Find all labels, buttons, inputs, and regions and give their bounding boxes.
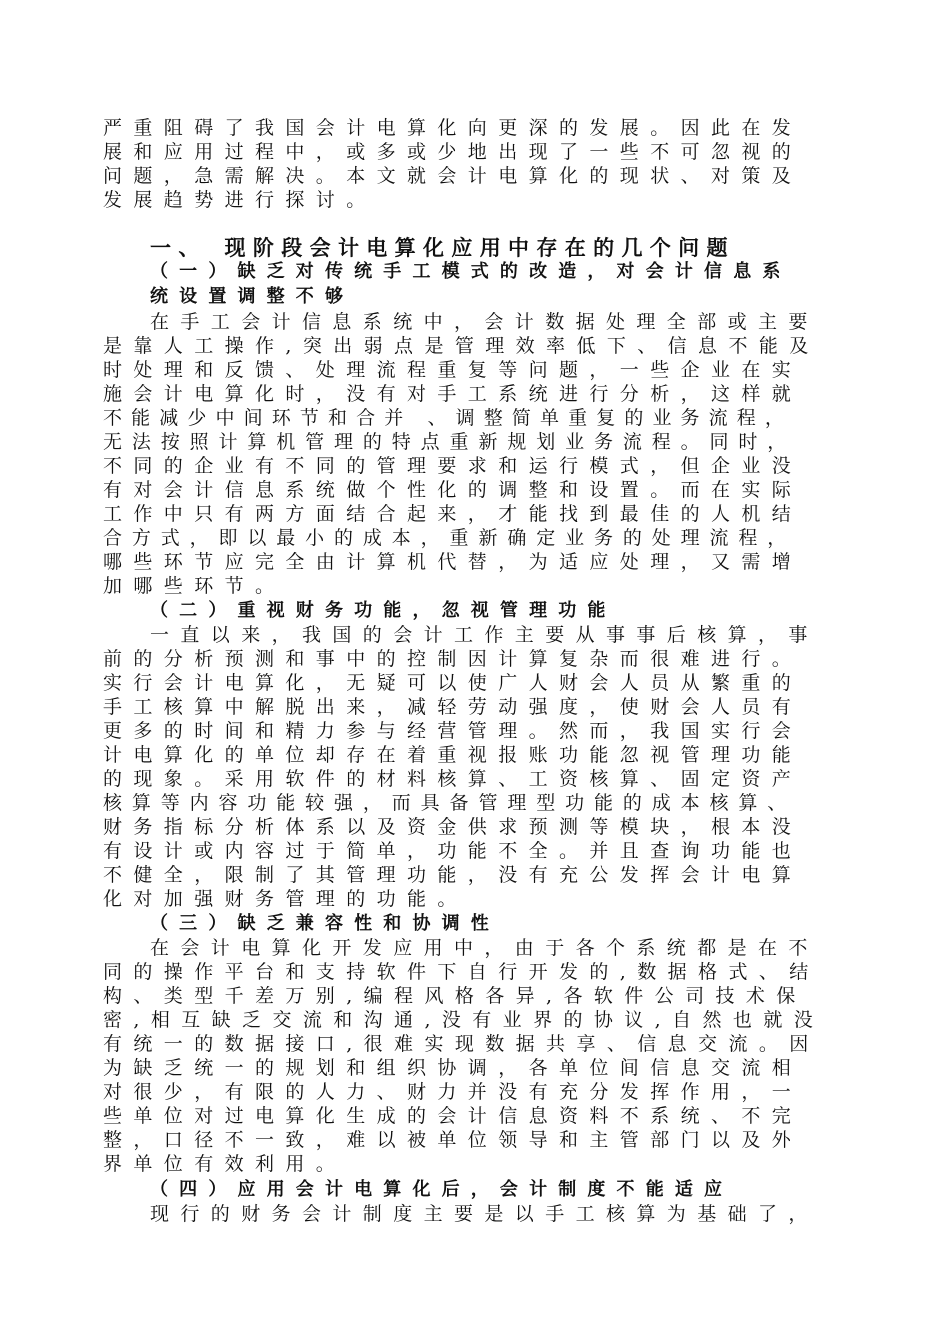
sub2-line-1: 一直以来，我国的会计工作主要从事事后核算，事 <box>150 624 819 646</box>
sub2-line-8: 核算等内容功能较强，而具备管理型功能的成本核算、 <box>103 792 797 814</box>
sub3-line-10: 界单位有效利用。 <box>103 1153 347 1175</box>
sub2-line-2: 前的分析预测和事中的控制因计算复杂而很难进行。 <box>103 648 803 670</box>
sub3-line-4: 密,相互缺乏交流和沟通,没有业界的协议,自然也就没 <box>103 1009 825 1031</box>
sub3-line-9: 整，口径不一致，难以被单位领导和主管部门以及外 <box>103 1129 803 1151</box>
sub1-line-1: 在手工会计信息系统中，会计数据处理全部或主要 <box>150 311 819 333</box>
sub3-line-2: 同的操作平台和支持软件下自行开发的,数据格式、结 <box>103 961 820 983</box>
subsection-1-title-line-2: 统设置调整不够 <box>150 286 355 307</box>
sub1-line-9: 工作中只有两方面结合起来，才能找到最佳的人机结 <box>103 503 803 525</box>
sub3-line-6: 为缺乏统一的规划和组织协调，各单位间信息交流相 <box>103 1057 803 1079</box>
section-heading: 一、 现阶段会计电算化应用中存在的几个问题 <box>150 236 735 260</box>
sub1-line-8: 有对会计信息系统做个性化的调整和设置。而在实际 <box>103 479 803 501</box>
sub2-line-5: 更多的时间和精力参与经营管理。然而，我国实行会 <box>103 720 803 742</box>
sub4-line-1: 现行的财务会计制度主要是以手工核算为基础了， <box>150 1203 819 1225</box>
sub2-line-12: 化对加强财务管理的功能。 <box>103 888 468 910</box>
sub3-line-5: 有统一的数据接口,很难实现数据共享、信息交流。因 <box>103 1033 820 1055</box>
sub3-line-8: 些单位对过电算化生成的会计信息资料不系统、不完 <box>103 1105 803 1127</box>
sub2-line-9: 财务指标分析体系以及资金供求预测等模块，根本没 <box>103 816 803 838</box>
sub2-line-6: 计电算化的单位却存在着重视报账功能忽视管理功能 <box>103 744 803 766</box>
sub1-line-11: 哪些环节应完全由计算机代替，为适应处理，又需增 <box>103 551 803 573</box>
sub1-line-10: 合方式，即以最小的成本，重新确定业务的处理流程， <box>103 527 797 549</box>
sub1-line-4: 施会计电算化时，没有对手工系统进行分析，这样就 <box>103 383 803 405</box>
sub1-line-5: 不能减少中间环节和合并 、调整简单重复的业务流程， <box>103 407 794 429</box>
subsection-2-title: （二）重视财务功能，忽视管理功能 <box>150 600 617 621</box>
sub1-line-3: 时处理和反馈、处理流程重复等问题，一些企业在实 <box>103 359 803 381</box>
sub3-line-3: 构、类型千差万别,编程风格各异,各软件公司技术保 <box>103 985 807 1007</box>
sub1-line-7: 不同的企业有不同的管理要求和运行模式，但企业没 <box>103 455 803 477</box>
sub2-line-11: 不健全，限制了其管理功能，没有充公发挥会计电算 <box>103 864 803 886</box>
intro-line-3: 问题，急需解决。本文就会计电算化的现状、对策及 <box>103 165 803 187</box>
intro-line-4: 发展趋势进行探讨。 <box>103 189 377 211</box>
sub2-line-3: 实行会计电算化，无疑可以使广人财会人员从繁重的 <box>103 672 803 694</box>
sub2-line-7: 的现象。采用软件的材料核算、工资核算、固定资产 <box>103 768 803 790</box>
subsection-3-title: （三）缺乏兼容性和协调性 <box>150 913 500 934</box>
sub1-line-6: 无法按照计算机管理的特点重新规划业务流程。同时， <box>103 431 797 453</box>
intro-line-2: 展和应用过程中，或多或少地出现了一些不可忽视的 <box>103 141 803 163</box>
sub3-line-7: 对很少，有限的人力、财力并没有充分发挥作用，一 <box>103 1081 803 1103</box>
subsection-1-title-line-1: （一）缺乏对传统手工模式的改造，对会计信息系 <box>150 261 792 282</box>
intro-line-1: 严重阻碍了我国会计电算化向更深的发展。因此在发 <box>103 117 803 139</box>
subsection-4-title: （四）应用会计电算化后，会计制度不能适应 <box>150 1179 734 1200</box>
sub1-line-12: 加哪些环节。 <box>103 575 286 597</box>
sub2-line-4: 手工核算中解脱出来，减轻劳动强度，使财会人员有 <box>103 696 803 718</box>
sub3-line-1: 在会计电算化开发应用中，由于各个系统都是在不 <box>150 937 819 959</box>
sub2-line-10: 有设计或内容过于简单，功能不全。并且查询功能也 <box>103 840 803 862</box>
sub1-line-2: 是靠人工操作,突出弱点是管理效率低下、信息不能及 <box>103 335 820 357</box>
